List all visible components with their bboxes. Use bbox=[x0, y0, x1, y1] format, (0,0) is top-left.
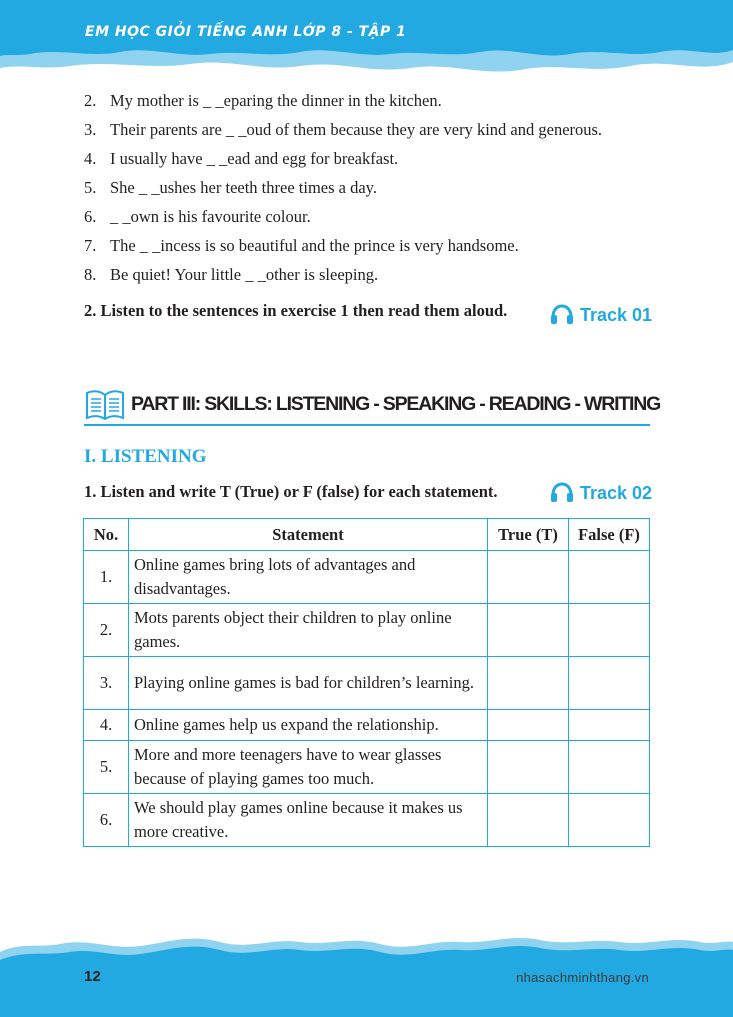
sentence-number: 3. bbox=[84, 120, 97, 139]
part3-title: PART III: SKILLS: LISTENING - SPEAKING - READING - WRITING bbox=[131, 393, 661, 415]
true-answer-cell[interactable] bbox=[488, 604, 569, 657]
header-title: EM HỌC GIỎI TIẾNG ANH LỚP 8 - TẬP 1 bbox=[85, 24, 407, 40]
list-item bbox=[84, 146, 664, 175]
col-header-no: No. bbox=[84, 519, 129, 551]
table-header-row bbox=[84, 519, 650, 551]
sentence-text: I usually have _ _ead and egg for breakfast. bbox=[110, 149, 399, 168]
sentence-number: 8. bbox=[84, 265, 97, 284]
sentence-text: _ _own is his favourite colour. bbox=[110, 207, 311, 226]
row-number: 1. bbox=[84, 551, 129, 604]
row-statement: Playing online games is bad for children’s learning. bbox=[129, 657, 488, 710]
track-label: Track 02 bbox=[580, 483, 653, 503]
true-answer-cell[interactable] bbox=[488, 657, 569, 710]
exercise2-instruction: 2. Listen to the sentences in exercise 1 then read them aloud. bbox=[84, 301, 508, 320]
part3-heading bbox=[84, 388, 661, 426]
true-answer-cell[interactable] bbox=[488, 794, 569, 847]
false-answer-cell[interactable] bbox=[569, 794, 650, 847]
sentence-text: Be quiet! Your little _ _other is sleeping. bbox=[110, 265, 379, 284]
row-number: 4. bbox=[84, 710, 129, 741]
header-wave-icon bbox=[0, 0, 733, 80]
row-statement: Mots parents object their children to play online games. bbox=[129, 604, 488, 657]
row-statement: Online games bring lots of advantages and disadvantages. bbox=[129, 551, 488, 604]
false-answer-cell[interactable] bbox=[569, 741, 650, 794]
list-item bbox=[84, 117, 664, 146]
row-number: 2. bbox=[84, 604, 129, 657]
row-statement: We should play games online because it makes us more creative. bbox=[129, 794, 488, 847]
headphones-icon bbox=[550, 303, 574, 325]
col-header-statement: Statement bbox=[129, 519, 488, 551]
sentence-number: 7. bbox=[84, 236, 97, 255]
col-header-true: True (T) bbox=[488, 519, 569, 551]
table-row bbox=[84, 794, 650, 847]
list-item bbox=[84, 175, 664, 204]
list-item bbox=[84, 233, 664, 262]
track-02-link[interactable] bbox=[550, 481, 652, 504]
false-answer-cell[interactable] bbox=[569, 710, 650, 741]
list-item bbox=[84, 262, 664, 291]
table-row bbox=[84, 551, 650, 604]
row-statement: Online games help us expand the relationship. bbox=[129, 710, 488, 741]
list-item bbox=[84, 88, 664, 117]
false-answer-cell[interactable] bbox=[569, 604, 650, 657]
sentence-text: The _ _incess is so beautiful and the prince is very handsome. bbox=[110, 236, 519, 255]
sentence-text: My mother is _ _eparing the dinner in the kitchen. bbox=[110, 91, 442, 110]
sentence-number: 6. bbox=[84, 207, 97, 226]
row-number: 5. bbox=[84, 741, 129, 794]
false-answer-cell[interactable] bbox=[569, 657, 650, 710]
sentence-text: Their parents are _ _oud of them because they are very kind and generous. bbox=[110, 120, 603, 139]
exercise1-sentence-list bbox=[84, 88, 664, 291]
sentence-number: 5. bbox=[84, 178, 97, 197]
sentence-number: 2. bbox=[84, 91, 97, 110]
sentence-number: 4. bbox=[84, 149, 97, 168]
row-number: 3. bbox=[84, 657, 129, 710]
true-answer-cell[interactable] bbox=[488, 741, 569, 794]
table-row bbox=[84, 604, 650, 657]
col-header-false: False (F) bbox=[569, 519, 650, 551]
track-label: Track 01 bbox=[580, 305, 653, 325]
page-header bbox=[0, 0, 733, 80]
table-row bbox=[84, 657, 650, 710]
false-answer-cell[interactable] bbox=[569, 551, 650, 604]
page-number: 12 bbox=[84, 968, 101, 985]
row-number: 6. bbox=[84, 794, 129, 847]
true-answer-cell[interactable] bbox=[488, 551, 569, 604]
table-row bbox=[84, 710, 650, 741]
true-answer-cell[interactable] bbox=[488, 710, 569, 741]
table-row bbox=[84, 741, 650, 794]
true-false-table bbox=[83, 518, 650, 847]
open-book-icon bbox=[84, 388, 126, 422]
list-item bbox=[84, 204, 664, 233]
sentence-text: She _ _ushes her teeth three times a day. bbox=[110, 178, 377, 197]
listening-exercise1-instruction: 1. Listen and write T (True) or F (false) for each statement. bbox=[84, 482, 498, 501]
headphones-icon bbox=[550, 481, 574, 503]
publisher-website: nhasachminhthang.vn bbox=[516, 970, 649, 985]
listening-section-title: I. LISTENING bbox=[84, 446, 207, 467]
row-statement: More and more teenagers have to wear glasses because of playing games too much. bbox=[129, 741, 488, 794]
track-01-link[interactable] bbox=[550, 303, 652, 326]
